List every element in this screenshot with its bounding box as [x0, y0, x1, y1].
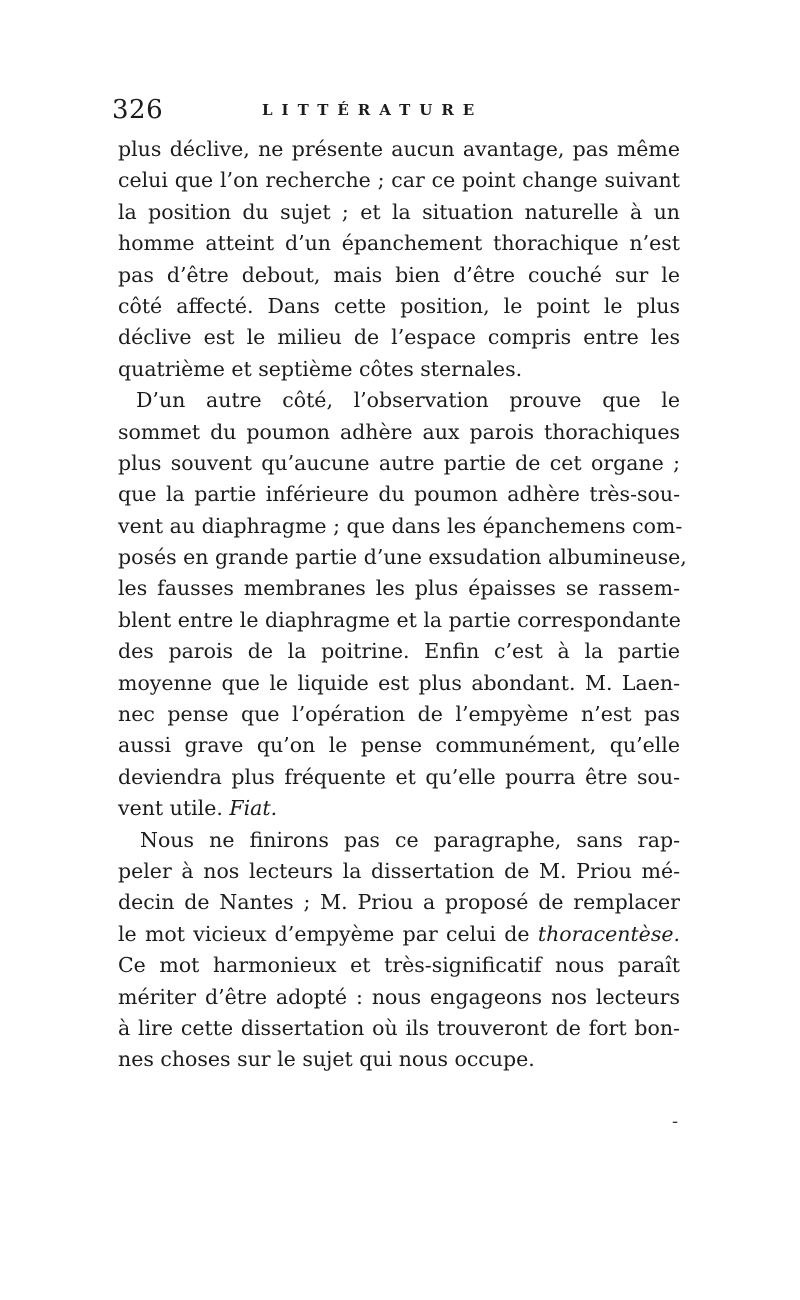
paragraph-start-line: Nous ne finirons pas ce paragraphe, sans rap-: [140, 827, 680, 852]
emphasized-word: thoracentèse.: [537, 921, 680, 946]
text-line: moyenne que le liquide est plus abondant. M. Laen-: [118, 670, 680, 695]
paragraph-end-line: quatrième et septième côtes sternales.: [118, 356, 523, 381]
text-line: posés en grande partie d’une exsudation albumineuse,: [118, 545, 687, 570]
text-line: à lire cette dissertation où ils trouveront de fort bon-: [118, 1015, 680, 1040]
paragraph-end-line: vent utile. Fiat.: [118, 796, 278, 821]
text-line: Ce mot harmonieux et très-significatif nous paraît: [118, 953, 680, 978]
text-line: les fausses membranes les plus épaisses se rassem-: [118, 576, 680, 601]
text-line: que la partie inférieure du poumon adhère très-sou-: [118, 482, 680, 507]
text-line: nec pense que l’opération de l’empyème n’est pas: [118, 702, 680, 727]
body-text: [118, 134, 687, 1076]
text-line: deviendra plus fréquente et qu’elle pourra être sou-: [118, 764, 680, 789]
running-head: [112, 92, 682, 128]
paragraph-start-line: D’un autre côté, l’observation prouve que le: [136, 388, 680, 413]
emphasized-word: Fiat.: [229, 796, 278, 821]
text-line: decin de Nantes ; M. Priou a proposé de remplacer: [118, 890, 680, 915]
text-line: blent entre le diaphragme et la partie correspondante: [118, 607, 681, 632]
text-line: côté affecté. Dans cette position, le point le plus: [118, 293, 680, 318]
text-line: pas d’être debout, mais bien d’être couché sur le: [118, 262, 680, 287]
text-line: déclive est le milieu de l’espace compris entre les: [118, 325, 680, 350]
text-line: la position du sujet ; et la situation naturelle à un: [118, 199, 680, 224]
text-line: le mot vicieux d’empyème par celui de thoracentèse.: [118, 921, 680, 946]
text-line: celui que l’on recherche ; car ce point change suivant: [118, 168, 680, 193]
text-line: vent au diaphragme ; que dans les épanchemens com-: [118, 513, 683, 538]
text-line: des parois de la poitrine. Enfin c’est à la partie: [118, 639, 680, 664]
text-line: homme atteint d’un épanchement thorachique n’est: [118, 231, 680, 256]
text-line: aussi grave qu’on le pense communément, qu’elle: [118, 733, 680, 758]
page-number: 326: [112, 95, 164, 125]
section-title: LITTÉRATURE: [262, 101, 484, 119]
text-line: peler à nos lecteurs la dissertation de M. Priou mé-: [118, 858, 680, 883]
paragraph-end-line: nes choses sur le sujet qui nous occupe.: [118, 1047, 535, 1072]
trailing-mark: -: [672, 1111, 679, 1132]
text-line: sommet du poumon adhère aux parois thorachiques: [118, 419, 680, 444]
text-line: plus souvent qu’aucune autre partie de cet organe ;: [118, 450, 680, 475]
text-line: mériter d’être adopté : nous engageons nos lecteurs: [118, 984, 680, 1009]
text-line: plus déclive, ne présente aucun avantage, pas même: [118, 137, 680, 161]
